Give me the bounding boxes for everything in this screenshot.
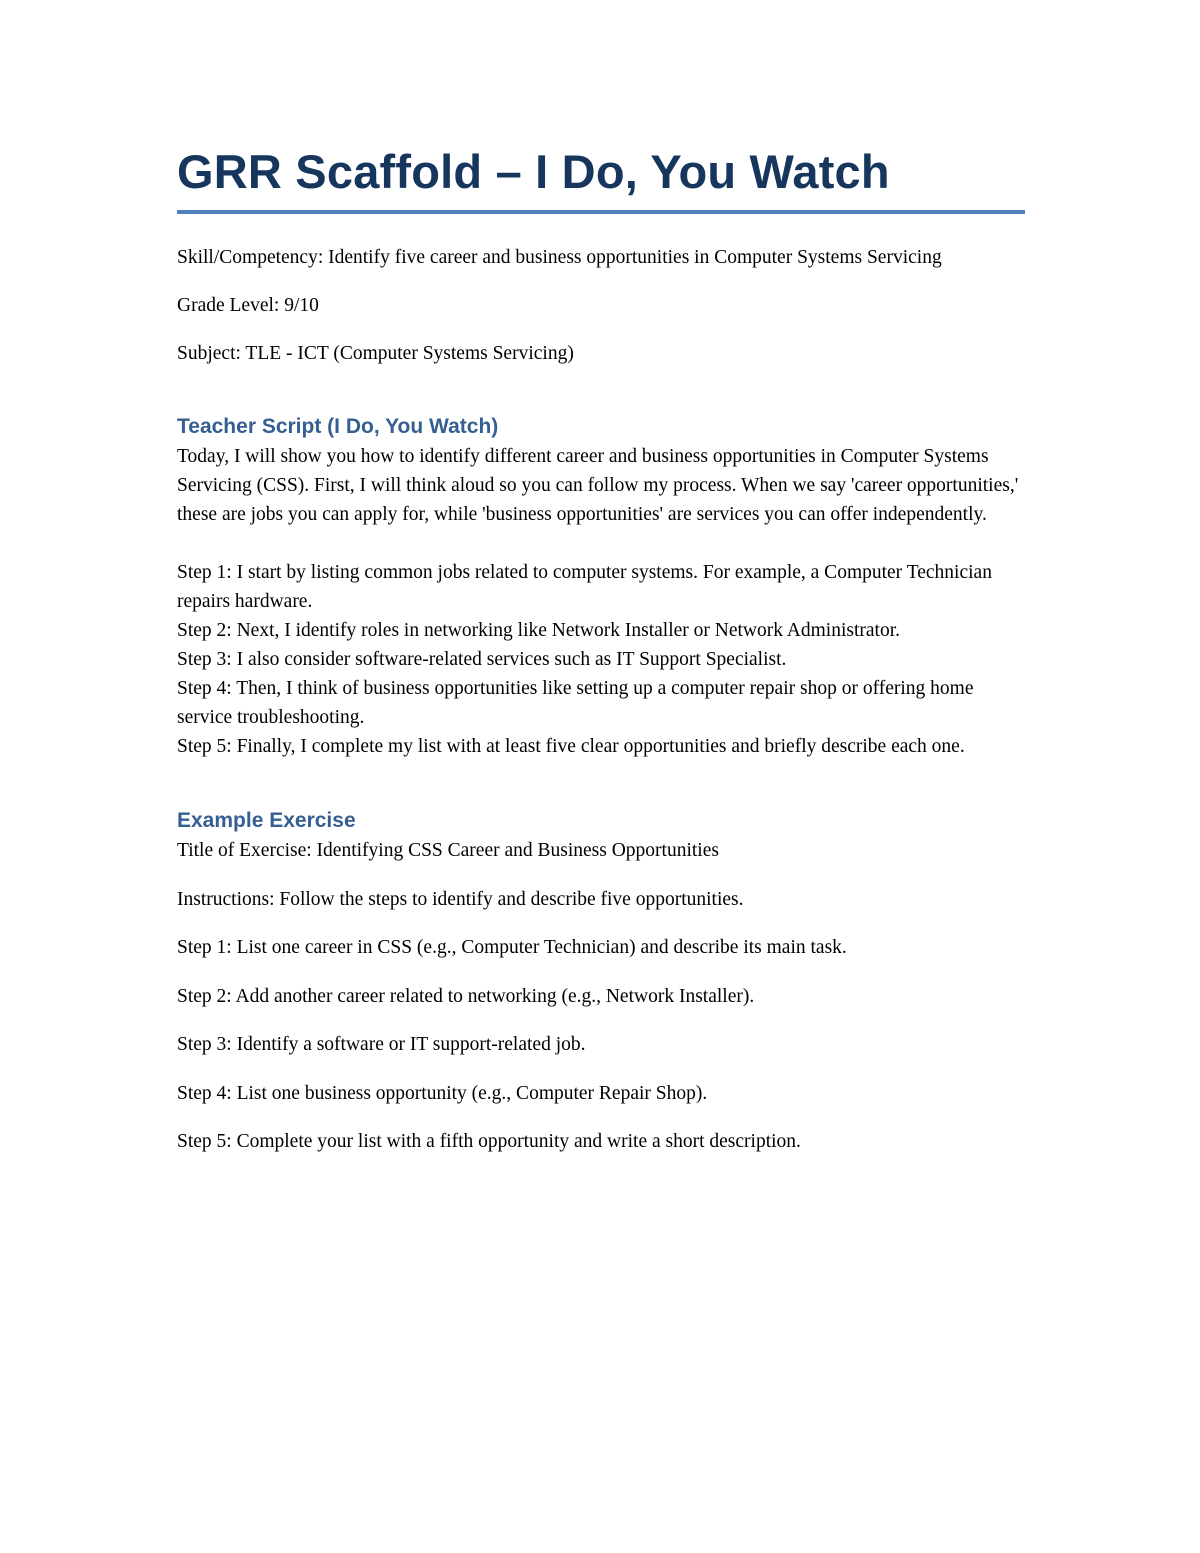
skill-competency: Skill/Competency: Identify five career and business opportunities in Computer Systems Servicing [177,247,942,268]
script-step: Step 4: Then, I think of business opportunities like setting up a computer repair shop or offering home service troubleshooting. [177,678,974,728]
script-step: Step 1: I start by listing common jobs related to computer systems. For example, a Computer Technician repairs hardware. [177,562,992,612]
example-exercise-body [177,836,1025,1156]
metadata-block [177,243,1025,368]
exercise-step: Step 5: Complete your list with a fifth opportunity and write a short description. [177,1131,801,1152]
exercise-step: Step 3: Identify a software or IT support-related job. [177,1034,586,1055]
exercise-instructions: Instructions: Follow the steps to identify and describe five opportunities. [177,888,744,910]
teacher-script-intro: Today, I will show you how to identify different career and business opportunities in Computer Systems Servicing (CSS). First, I will think aloud so you can follow my process. When we say 'career opportunities,' these are jobs you can apply for, while 'business opportunities' are services you can offer independently. [177,446,1019,525]
teacher-script-heading: Teacher Script (I Do, You Watch) [177,415,499,438]
subject: Subject: TLE - ICT (Computer Systems Servicing) [177,343,574,364]
teacher-script-steps [177,558,1025,761]
exercise-title: Title of Exercise: Identifying CSS Career and Business Opportunities [177,840,719,861]
script-step: Step 3: I also consider software-related services such as IT Support Specialist. [177,649,787,670]
document-page [177,140,1025,1176]
exercise-step: Step 2: Add another career related to networking (e.g., Network Installer). [177,985,755,1007]
script-step: Step 2: Next, I identify roles in networking like Network Installer or Network Administrator. [177,620,900,641]
exercise-step: Step 4: List one business opportunity (e.g., Computer Repair Shop). [177,1082,708,1104]
exercise-step: Step 1: List one career in CSS (e.g., Computer Technician) and describe its main task. [177,937,847,958]
grade-level: Grade Level: 9/10 [177,295,319,316]
document-title: GRR Scaffold – I Do, You Watch [177,140,1025,214]
script-step: Step 5: Finally, I complete my list with at least five clear opportunities and briefly describe each one. [177,736,965,757]
example-exercise-heading: Example Exercise [177,809,356,832]
